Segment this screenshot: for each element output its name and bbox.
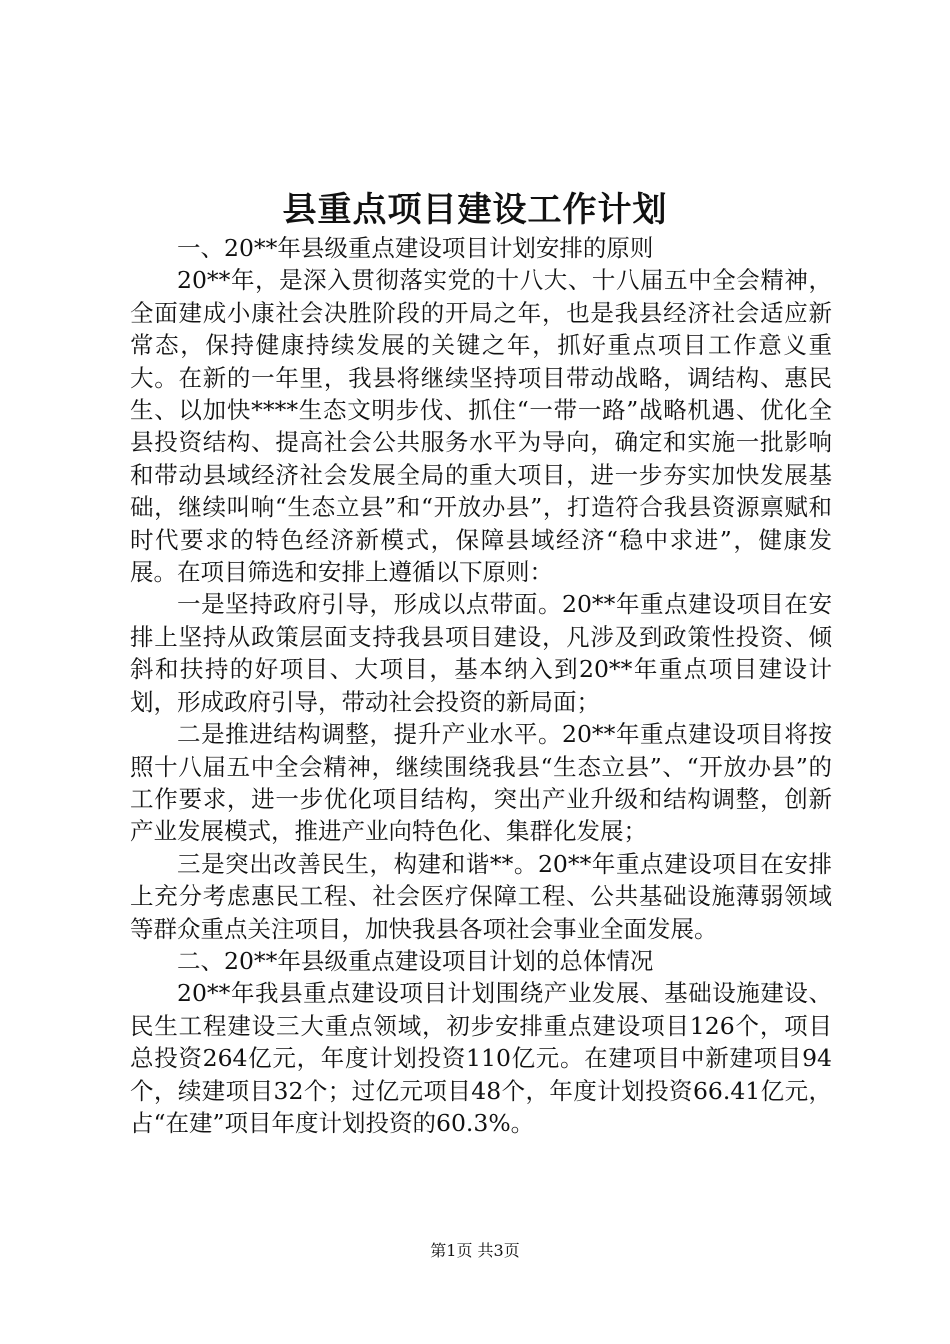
paragraph-principle-three: 三是突出改善民生，构建和谐**。20**年重点建设项目在安排上充分考虑惠民工程、社会医疗保障工程、公共基础设施薄弱领域等群众重点关注项目，加快我县各项社会事业全面发展。 bbox=[130, 849, 832, 943]
document-title: 县重点项目建设工作计划 bbox=[282, 190, 668, 230]
section-heading-overview: 二、20**年县级重点建设项目计划的总体情况 bbox=[177, 946, 654, 975]
section-heading-principles: 一、20**年县级重点建设项目计划安排的原则 bbox=[177, 234, 654, 262]
document-body bbox=[130, 232, 832, 1139]
paragraph-principle-one: 一是坚持政府引导，形成以点带面。20**年重点建设项目在安排上坚持从政策层面支持我县项目建设，凡涉及到政策性投资、倾斜和扶持的好项目、大项目，基本纳入到20**年重点项目建设计划，形成政府引导，带动社会投资的新局面； bbox=[130, 590, 832, 716]
paragraph-intro: 20**年，是深入贯彻落实党的十八大、十八届五中全会精神，全面建成小康社会决胜阶段的开局之年，也是我县经济社会适应新常态，保持健康持续发展的关键之年，抓好重点项目工作意义重大。在新的一年里，我县将继续坚持项目带动战略，调结构、惠民生、以加快****生态文明步伐、抓住“一带一路”战略机遇、优化全县投资结构、提高社会公共服务水平为导向，确定和实施一批影响和带动县域经济社会发展全局的重大项目，进一步夯实加快发展基础，继续叫响“生态立县”和“开放办县”，打造符合我县资源禀赋和时代要求的特色经济新模式，保障县域经济“稳中求进”，健康发展。在项目筛选和安排上遵循以下原则： bbox=[130, 266, 832, 587]
paragraph-overview: 20**年我县重点建设项目计划围绕产业发展、基础设施建设、民生工程建设三大重点领域，初步安排重点建设项目126个，项目总投资264亿元，年度计划投资110亿元。在建项目中新建项目94个，续建项目32个；过亿元项目48个，年度计划投资66.41亿元，占“在建”项目年度计划投资的60.3%。 bbox=[130, 979, 832, 1137]
page-footer: 第1页 共3页 bbox=[430, 1241, 520, 1260]
paragraph-principle-two: 二是推进结构调整，提升产业水平。20**年重点建设项目将按照十八届五中全会精神，继续围绕我县“生态立县”、“开放办县”的工作要求，进一步优化项目结构，突出产业升级和结构调整，创新产业发展模式，推进产业向特色化、集群化发展； bbox=[130, 720, 832, 846]
